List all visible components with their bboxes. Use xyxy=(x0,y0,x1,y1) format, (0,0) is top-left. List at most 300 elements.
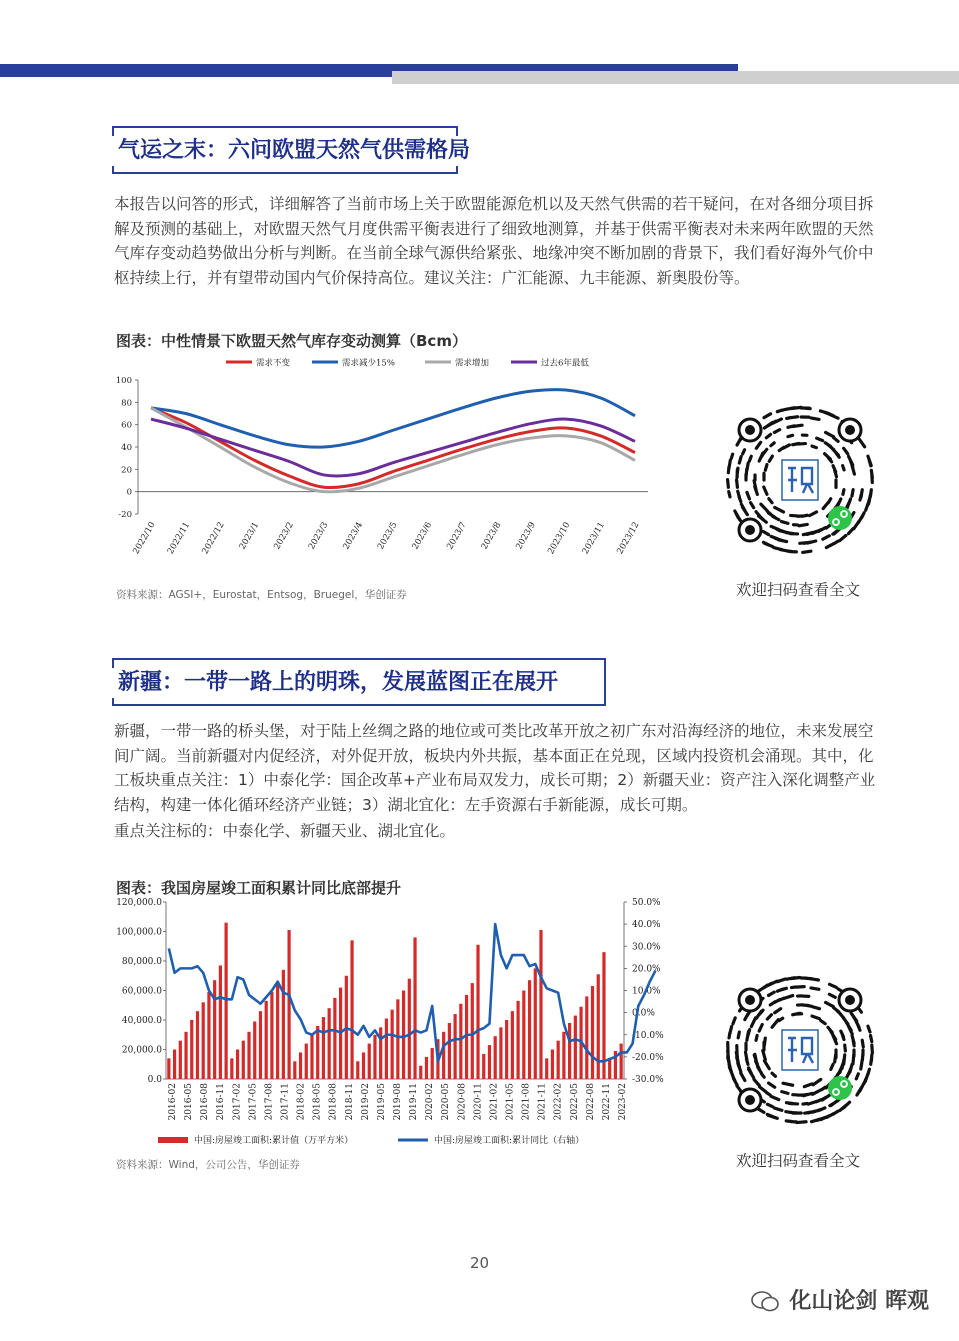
qr-dot xyxy=(769,456,772,461)
qr-dot xyxy=(811,988,819,989)
qr-dot xyxy=(834,438,838,442)
x-tick-label-2: 2016-08 xyxy=(200,1083,211,1121)
bar-70 xyxy=(568,1023,571,1079)
qr-dot xyxy=(854,521,859,529)
qr-dot xyxy=(869,461,870,466)
qr-dot xyxy=(830,984,837,987)
y2-tick-label-8: 50.0% xyxy=(632,898,661,908)
qr-dot xyxy=(835,1055,836,1062)
qr-dot xyxy=(788,435,793,436)
bar-34 xyxy=(362,1052,365,1079)
qr-dot xyxy=(843,466,844,470)
qr-dot xyxy=(797,1122,806,1123)
y2-tick-label-3: 0.0% xyxy=(632,1008,655,1019)
y-tick-label-5: 80 xyxy=(121,398,132,409)
x-tick-label-6: 2023/4 xyxy=(341,520,366,552)
qr-dot xyxy=(858,1026,860,1030)
qr-dot xyxy=(835,470,837,476)
qr-dot xyxy=(769,992,775,995)
qr-dot xyxy=(845,1045,846,1051)
bar-24 xyxy=(305,1044,308,1079)
bar-53 xyxy=(471,983,474,1079)
bar-62 xyxy=(522,991,525,1080)
qr-dot xyxy=(733,1018,735,1024)
qr-dot xyxy=(782,988,786,989)
bar-6 xyxy=(202,1002,205,1079)
qr-dot xyxy=(771,536,777,538)
bar-73 xyxy=(585,996,588,1079)
qr-dot xyxy=(767,1015,771,1019)
chart2-source: 资料来源：Wind，公司公告，华创证券 xyxy=(116,1159,300,1171)
qr-dot xyxy=(799,524,807,525)
x-tick-label-15: 2019-11 xyxy=(409,1083,420,1121)
qr-dot xyxy=(768,981,777,985)
bar-55 xyxy=(482,1054,485,1079)
bar-11 xyxy=(230,1058,233,1079)
chart2-title: 图表：我国房屋竣工面积累计同比底部提升 xyxy=(116,879,402,897)
bar-38 xyxy=(385,1019,388,1079)
qr-dot xyxy=(769,499,772,503)
bar-4 xyxy=(190,1020,193,1079)
qr-code-2[interactable] xyxy=(722,972,878,1128)
qr-dot xyxy=(763,532,768,535)
x-tick-label-14: 2023/12 xyxy=(615,520,642,557)
bar-10 xyxy=(225,923,228,1079)
chart2-bar-line-chart xyxy=(108,893,668,1153)
bar-49 xyxy=(448,1023,451,1079)
bar-15 xyxy=(253,1021,256,1079)
qr-dot xyxy=(735,511,737,515)
qr-dot xyxy=(749,456,751,461)
bar-40 xyxy=(396,999,399,1079)
qr-dot xyxy=(871,1060,872,1065)
qr-dot xyxy=(826,432,834,436)
bar-18 xyxy=(270,992,273,1079)
qr-dot xyxy=(808,1101,816,1104)
qr-dot xyxy=(798,444,806,445)
watermark-text: 化山论剑 晖观 xyxy=(789,1289,929,1314)
qr-dot xyxy=(872,1045,873,1053)
x-tick-label-25: 2022-05 xyxy=(569,1083,580,1121)
bar-54 xyxy=(476,945,479,1079)
qr-dot xyxy=(737,480,738,487)
bar-14 xyxy=(247,1032,250,1079)
y-tick-label-2: 40,000.0 xyxy=(121,1016,162,1026)
qr-dot xyxy=(813,1090,822,1095)
y2-tick-label-7: 40.0% xyxy=(632,920,661,931)
qr-dot xyxy=(821,1021,825,1024)
qr-dot xyxy=(747,463,748,470)
x-tick-label-10: 2018-08 xyxy=(328,1083,339,1121)
qr-eye-inner-1 xyxy=(845,425,855,435)
x-tick-label-19: 2020-11 xyxy=(473,1083,484,1121)
qr-dot xyxy=(840,1105,846,1110)
chart1-source: 资料来源：AGSI+，Eurostat，Entsog，Bruegel，华创证券 xyxy=(116,589,407,601)
bar-29 xyxy=(333,998,336,1079)
qr-dot xyxy=(812,446,816,448)
bar-77 xyxy=(608,1058,611,1079)
x-tick-label-3: 2016-11 xyxy=(216,1083,227,1121)
x-tick-label-1: 2016-05 xyxy=(184,1083,195,1121)
y-tick-label-1: 20,000.0 xyxy=(121,1045,162,1056)
bar-7 xyxy=(207,992,210,1079)
qr-dot xyxy=(754,1079,759,1085)
x-tick-label-11: 2018-11 xyxy=(344,1083,355,1121)
qr-dot xyxy=(862,1040,863,1047)
bar-74 xyxy=(591,986,594,1079)
qr-dot xyxy=(775,1108,782,1110)
bar-45 xyxy=(425,1057,428,1079)
x-tick-label-28: 2023-02 xyxy=(618,1083,628,1121)
qr-dot xyxy=(763,1051,766,1060)
qr-dot xyxy=(823,503,828,509)
y-tick-label-2: 20 xyxy=(121,465,132,476)
qr-eye-inner-0 xyxy=(745,995,755,1005)
bar-79 xyxy=(620,1044,623,1079)
bar-50 xyxy=(454,1014,457,1079)
qr-dot xyxy=(767,1114,772,1116)
qr-dot xyxy=(771,1096,779,1099)
qr-dot xyxy=(775,1009,781,1013)
bar-22 xyxy=(293,1061,296,1079)
bar-56 xyxy=(488,1045,491,1079)
qr-dot xyxy=(800,543,806,544)
qr-dot xyxy=(746,1052,747,1059)
qr-dot xyxy=(766,434,770,437)
bar-23 xyxy=(299,1052,302,1079)
y-tick-label-6: 100 xyxy=(115,376,132,386)
x-tick-label-10: 2023/8 xyxy=(479,520,504,552)
y-tick-label-3: 60,000.0 xyxy=(121,986,162,997)
page-number: 20 xyxy=(469,1254,490,1272)
bar-25 xyxy=(310,1035,313,1079)
chart1-line-chart xyxy=(108,352,658,582)
y-tick-label-1: 0 xyxy=(126,487,132,498)
x-tick-label-0: 2022/10 xyxy=(131,520,158,557)
qr-dot xyxy=(786,1103,792,1104)
y-tick-label-3: 40 xyxy=(121,443,132,453)
section1-paragraph-text: 本报告以问答的形式，详细解答了当前市场上关于欧盟能源危机以及天然气供需的若干疑问，在对各细分项目拆解及预测的基础上，对欧盟天然气月度供需平衡表进行了细致地测算，并基于供需平衡表对未来两年欧盟的天然气库存变动趋势做出分析与判断。在当前全球气源供给紧张、地缘冲突不断加剧的背景下，我们看好海外气价中枢持续上行，并有望带动国内气价保持高位。建议关注：广汇能源、九丰能源、新奥股份等。 xyxy=(114,195,874,287)
y-tick-label-0: 0.0 xyxy=(147,1075,162,1085)
qr-dot xyxy=(728,480,729,488)
qr-dot xyxy=(844,448,848,454)
qr-dot xyxy=(803,533,812,535)
section2-key-targets: 重点关注标的：中泰化学、新疆天业、湖北宜化。 xyxy=(114,822,456,840)
y2-tick-label-2: -10.0% xyxy=(632,1030,664,1041)
bar-66 xyxy=(545,1058,548,1079)
x-tick-label-27: 2022-11 xyxy=(601,1083,612,1121)
bar-64 xyxy=(534,968,537,1079)
bar-41 xyxy=(402,991,405,1080)
bar-60 xyxy=(511,1011,514,1079)
qr-dot xyxy=(760,1087,767,1092)
qr-dot xyxy=(830,1103,834,1105)
qr-dot xyxy=(764,414,771,418)
qr-dot xyxy=(823,536,830,539)
x-tick-label-9: 2018-05 xyxy=(312,1083,323,1121)
qr-dot xyxy=(729,492,730,497)
qr-dot xyxy=(772,1020,778,1028)
legend-line-label: 中国:房屋竣工面积:累计同比（右轴） xyxy=(434,1136,585,1146)
qr-dot xyxy=(782,1092,788,1094)
qr-dot xyxy=(786,1112,792,1113)
x-tick-label-14: 2019-08 xyxy=(393,1083,403,1121)
bar-68 xyxy=(557,1041,560,1079)
qr-dot xyxy=(773,419,782,423)
qr-dot xyxy=(853,1055,854,1064)
x-tick-label-20: 2021-02 xyxy=(489,1083,500,1121)
qr-dot xyxy=(783,996,792,999)
qr-dot xyxy=(811,979,819,980)
qr-dot xyxy=(786,1121,791,1122)
section2-title: 新疆：一带一路上的明珠，发展蓝图正在展开 xyxy=(108,668,562,698)
x-tick-label-8: 2023/6 xyxy=(410,520,435,552)
x-tick-label-9: 2023/7 xyxy=(445,520,469,552)
qr-dot xyxy=(849,1027,853,1034)
qr-dot xyxy=(793,425,802,426)
bar-48 xyxy=(442,1032,445,1079)
y2-tick-label-5: 20.0% xyxy=(632,964,661,975)
qr-dot xyxy=(759,1024,762,1031)
x-tick-label-12: 2019-02 xyxy=(360,1083,371,1121)
qr1-caption: 欢迎扫码查看全文 xyxy=(735,581,860,599)
qr-dot xyxy=(871,1036,872,1042)
section1-title: 气运之末：六问欧盟天然气供需格局 xyxy=(108,136,474,166)
qr-eye-inner-0 xyxy=(745,425,755,435)
section1-title-box xyxy=(112,126,471,174)
y-tick-label-6: 120,000.0 xyxy=(116,898,162,908)
bar-16 xyxy=(259,1011,262,1079)
qr-dot xyxy=(747,492,749,499)
bar-58 xyxy=(499,1027,502,1079)
y-tick-label-4: 60 xyxy=(121,420,132,431)
qr-dot xyxy=(756,1035,757,1040)
bar-61 xyxy=(516,1001,519,1079)
qr-dot xyxy=(812,1016,819,1019)
x-tick-label-22: 2021-08 xyxy=(521,1083,532,1121)
bar-71 xyxy=(574,1016,577,1079)
x-tick-label-18: 2020-08 xyxy=(457,1083,468,1121)
qr-dot xyxy=(866,504,868,510)
qr-dot xyxy=(857,1087,862,1095)
x-tick-label-3: 2023/1 xyxy=(237,520,262,552)
qr-dot xyxy=(810,512,817,516)
x-tick-label-7: 2017-11 xyxy=(280,1083,291,1121)
bar-2 xyxy=(179,1041,182,1079)
qr-dot xyxy=(738,1032,739,1038)
bar-19 xyxy=(276,982,279,1079)
bar-42 xyxy=(408,979,411,1079)
legend-label-0: 需求不变 xyxy=(256,358,291,369)
qr-dot xyxy=(840,535,846,540)
bar-36 xyxy=(373,1035,376,1079)
chart1-title: 图表：中性情景下欧盟天然气库存变动测算（Bcm） xyxy=(116,332,467,350)
x-tick-label-13: 2019-05 xyxy=(376,1083,387,1121)
x-tick-label-4: 2023/2 xyxy=(272,520,296,552)
qr-dot xyxy=(777,979,785,982)
x-tick-label-5: 2023/3 xyxy=(306,520,331,552)
qr-dot xyxy=(756,442,760,448)
qr-dot xyxy=(739,457,741,464)
x-tick-label-8: 2018-02 xyxy=(296,1083,307,1121)
bar-17 xyxy=(265,1001,268,1079)
qr-dot xyxy=(754,481,756,490)
bar-69 xyxy=(562,1032,565,1079)
x-tick-label-11: 2023/9 xyxy=(514,520,538,552)
bar-63 xyxy=(528,980,531,1079)
bar-20 xyxy=(282,970,285,1079)
qr-dot xyxy=(817,438,823,440)
qr-code-1[interactable] xyxy=(722,402,878,558)
y-tick-label-4: 80,000.0 xyxy=(121,957,162,967)
x-tick-label-0: 2016-02 xyxy=(168,1083,178,1121)
bar-1 xyxy=(173,1050,176,1080)
y2-tick-label-1: -20.0% xyxy=(632,1052,664,1063)
y-tick-label-0: -20 xyxy=(118,510,132,520)
qr-dot xyxy=(843,490,844,495)
qr-dot xyxy=(852,490,853,497)
x-tick-label-16: 2020-02 xyxy=(425,1083,436,1121)
bar-28 xyxy=(328,1008,331,1079)
x-tick-label-23: 2021-11 xyxy=(537,1083,548,1121)
qr-dot xyxy=(830,414,839,418)
qr-dot xyxy=(805,1112,811,1113)
qr-dot xyxy=(859,439,865,447)
qr-dot xyxy=(792,978,800,979)
bar-3 xyxy=(184,1032,187,1079)
bar-5 xyxy=(196,1011,199,1079)
qr-dot xyxy=(813,1079,821,1084)
qr-dot xyxy=(861,1060,862,1069)
x-tick-label-24: 2022-02 xyxy=(553,1083,564,1121)
qr-eye-inner-2 xyxy=(745,1095,755,1105)
legend-label-3: 过去6年最低 xyxy=(541,358,589,369)
bar-32 xyxy=(350,940,353,1079)
x-tick-label-1: 2022/11 xyxy=(165,520,193,557)
qr2-caption: 欢迎扫码查看全文 xyxy=(735,1152,860,1170)
bar-65 xyxy=(539,930,542,1079)
qr-dot xyxy=(743,450,745,454)
qr-dot xyxy=(771,526,779,529)
bar-27 xyxy=(322,1017,325,1079)
qr-dot xyxy=(774,548,782,550)
qr-dot xyxy=(751,503,754,508)
qr-dot xyxy=(764,1038,765,1045)
qr-dot xyxy=(779,1018,782,1020)
x-tick-label-17: 2020-05 xyxy=(441,1083,452,1121)
qr-dot xyxy=(868,1026,870,1032)
bar-46 xyxy=(431,1048,434,1079)
bar-21 xyxy=(287,930,290,1079)
mini-program-icon xyxy=(828,506,852,530)
qr-dot xyxy=(764,1061,769,1069)
qr-dot xyxy=(738,491,740,497)
bar-43 xyxy=(413,937,416,1079)
qr-dot xyxy=(761,504,767,511)
qr-dot xyxy=(775,507,784,512)
bar-26 xyxy=(316,1026,319,1079)
legend-bar-swatch xyxy=(158,1137,188,1143)
qr-dot xyxy=(763,542,768,544)
y2-tick-label-6: 30.0% xyxy=(632,942,661,953)
qr-dot xyxy=(826,1002,834,1006)
qr-dot xyxy=(860,495,861,501)
qr-dot xyxy=(737,468,738,473)
qr-dot xyxy=(729,460,730,468)
qr-dot xyxy=(856,1074,858,1079)
bar-13 xyxy=(242,1041,245,1079)
qr-dot xyxy=(767,1104,772,1107)
bar-75 xyxy=(597,974,600,1079)
qr-dot xyxy=(741,504,744,510)
qr-eye-inner-1 xyxy=(845,995,855,1005)
qr-dot xyxy=(772,1073,775,1076)
legend-bar-label: 中国:房屋竣工面积:累计值（万平方米） xyxy=(194,1136,354,1146)
qr-dot xyxy=(730,1027,732,1034)
x-tick-label-4: 2017-02 xyxy=(232,1083,243,1121)
bar-51 xyxy=(459,1004,462,1079)
qr-dot xyxy=(843,1036,844,1040)
qr-dot xyxy=(771,443,774,446)
legend-label-1: 需求减少15% xyxy=(342,358,395,369)
qr-dot xyxy=(826,544,834,548)
qr-dot xyxy=(731,454,732,458)
qr-dot xyxy=(774,430,779,433)
bar-0 xyxy=(167,1058,170,1079)
bar-59 xyxy=(505,1020,508,1079)
x-tick-label-13: 2023/11 xyxy=(580,520,608,557)
bar-35 xyxy=(368,1044,371,1079)
bar-44 xyxy=(419,1066,422,1079)
qr-dot xyxy=(831,1064,833,1069)
bar-39 xyxy=(391,1010,394,1079)
y2-tick-label-0: -30.0% xyxy=(632,1075,664,1085)
bar-12 xyxy=(236,1050,239,1080)
section2-title-box xyxy=(112,658,606,706)
bar-57 xyxy=(494,1036,497,1079)
legend-label-2: 需求增加 xyxy=(455,358,490,369)
section1-paragraph xyxy=(114,192,878,290)
qr-dot xyxy=(741,1073,745,1080)
qr-dot xyxy=(783,445,789,448)
qr-dot xyxy=(852,466,854,474)
qr-dot xyxy=(811,418,819,419)
qr-dot xyxy=(756,512,759,516)
qr-dot xyxy=(833,531,838,535)
bar-33 xyxy=(356,1061,359,1079)
wechat-icon xyxy=(750,1288,780,1314)
qr-dot xyxy=(751,1018,755,1027)
qr-dot xyxy=(849,529,853,534)
qr-dot xyxy=(853,1040,854,1045)
qr-dot xyxy=(791,417,797,418)
qr-dot xyxy=(764,449,767,452)
x-tick-label-5: 2017-05 xyxy=(248,1083,259,1121)
qr-dot xyxy=(782,522,788,524)
qr-eye-inner-2 xyxy=(745,525,755,535)
qr-dot xyxy=(859,1009,861,1012)
y-tick-label-5: 100,000.0 xyxy=(116,927,162,938)
top-banner-gray xyxy=(392,71,959,84)
qr-dot xyxy=(765,465,767,471)
x-tick-label-2: 2022/12 xyxy=(200,520,227,557)
bar-9 xyxy=(219,965,222,1079)
qr-dot xyxy=(783,1083,793,1085)
x-tick-label-12: 2023/10 xyxy=(546,520,573,557)
bar-67 xyxy=(551,1050,554,1080)
qr-dot xyxy=(804,1084,812,1087)
qr-dot xyxy=(764,487,767,494)
